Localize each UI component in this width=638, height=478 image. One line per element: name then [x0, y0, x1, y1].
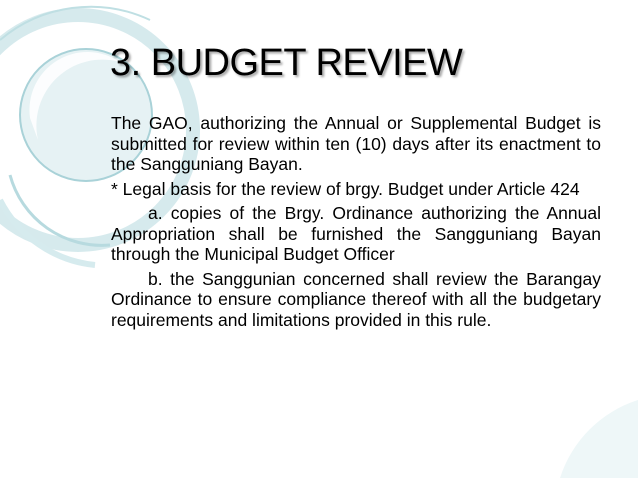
slide-title: 3. BUDGET REVIEW: [110, 42, 463, 84]
paragraph-gao-review: The GAO, authorizing the Annual or Supplemental Budget is submitted for review within ten (10) days after its enactment to the Sangguniang Bayan.: [111, 113, 601, 174]
paragraph-item-b: b. the Sanggunian concerned shall review the Barangay Ordinance to ensure compliance thereof with all the budgetary requirements and limitations provided in this rule.: [111, 268, 601, 330]
slide-body: [111, 113, 601, 330]
paragraph-item-a: a. copies of the Brgy. Ordinance authorizing the Annual Appropriation shall be furnished the Sangguniang Bayan through the Municipal Budget Officer: [111, 203, 601, 264]
paragraph-legal-basis: * Legal basis for the review of brgy. Budget under Article 424: [111, 178, 580, 199]
